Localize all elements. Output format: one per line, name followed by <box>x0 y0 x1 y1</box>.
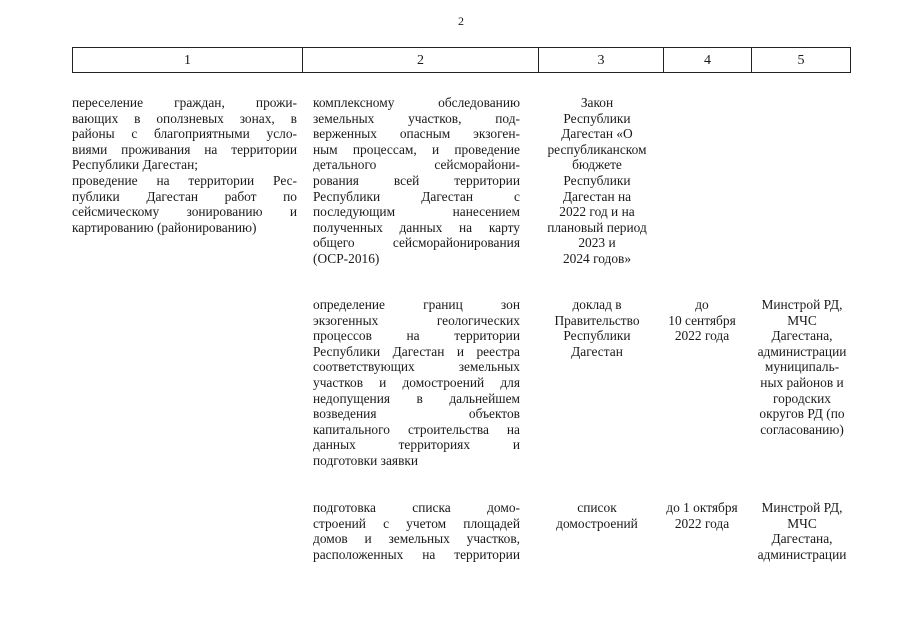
row1-col1-text: переселение граждан, прожи- вающих в оползневых зонах, в районы с благоприятными усло- виями проживания на территории Республики Дагестан; проведение на территории Рес- публики Дагестан работ по сейсмическому зонированию и картированию (районированию) <box>72 95 297 235</box>
row3-col5-text: Минстрой РД, МЧС Дагестана, администрации <box>757 500 847 562</box>
page-number: 2 <box>458 14 464 28</box>
row1-col2-text: комплексному обследованию земельных участков, под- верженных опасным экзоген- ным процессам, и проведение детального сейсморайони- рования всей территории Республики Дагестан с последующим нанесением полученных данных на карту общего сейсморайонирования (ОСР-2016) <box>313 95 520 266</box>
header-col-2: 2 <box>303 48 539 72</box>
table-header <box>72 47 851 73</box>
row3-col2-text: подготовка списка домо- строений с учетом площадей домов и земельных участков, расположенных на территории <box>313 500 520 562</box>
row3-col3-text: список домостроений <box>556 500 638 531</box>
row3-col4-text: до 1 октября 2022 года <box>666 500 738 531</box>
header-col-1: 1 <box>73 48 303 72</box>
header-col-3: 3 <box>539 48 664 72</box>
row2-col2-text: определение границ зон экзогенных геологических процессов на территории Республики Дагестан и реестра соответствующих земельных участков и домостроений для недопущения в дальнейшем возведения объектов капитального строительства на данных территориях и подготовки заявки <box>313 297 520 468</box>
header-col-5: 5 <box>797 53 805 68</box>
row2-col5-text: Минстрой РД, МЧС Дагестана, администрации муниципаль- ных районов и городских округов РД (по согласованию) <box>757 297 847 437</box>
row1-col3-text: Закон Республики Дагестан «О республиканском бюджете Республики Дагестан на 2022 год и на плановый период 2023 и 2024 годов» <box>547 95 647 266</box>
row2-col3-text: доклад в Правительство Республики Дагестан <box>554 297 640 359</box>
header-col-4: 4 <box>664 48 752 72</box>
row2-col4-text: до 10 сентября 2022 года <box>668 297 736 344</box>
